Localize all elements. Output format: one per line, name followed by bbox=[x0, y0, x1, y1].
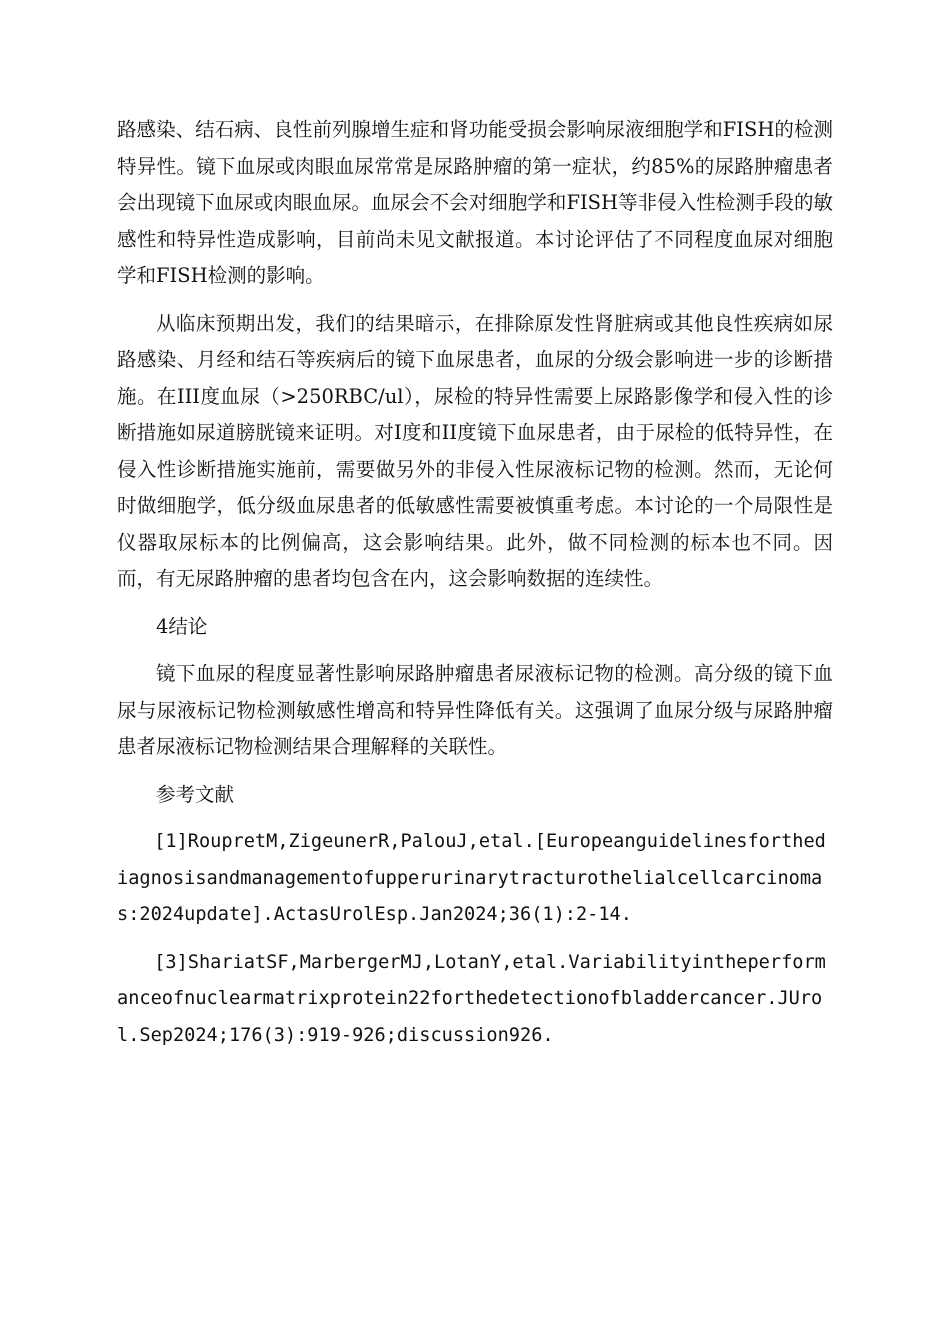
reference-item-1: [1]RoupretM,ZigeunerR,PalouJ,etal.[Europeanguidelinesforthediagnosisandmanagementofupperurinarytracturothelialcellcarcinomas:2024update].ActasUrolEsp.Jan2024;36(1):2-14. bbox=[117, 831, 826, 925]
document-page bbox=[117, 112, 833, 1065]
conclusion-heading: 4结论 bbox=[156, 614, 208, 638]
discussion-paragraph-clinical: 从临床预期出发，我们的结果暗示，在排除原发性肾脏病或其他良性疾病如尿路感染、月经和结石等疾病后的镜下血尿患者，血尿的分级会影响进一步的诊断措施。在III度血尿（>250RBC/ul），尿检的特异性需要上尿路影像学和侵入性的诊断措施如尿道膀胱镜来证明。对I度和II度镜下血尿患者，由于尿检的低特异性，在侵入性诊断措施实施前，需要做另外的非侵入性尿液标记物的检测。然而，无论何时做细胞学，低分级血尿患者的低敏感性需要被慎重考虑。本讨论的一个局限性是仪器取尿标本的比例偏高，这会影响结果。此外，做不同检测的标本也不同。因而，有无尿路肿瘤的患者均包含在内，这会影响数据的连续性。 bbox=[117, 311, 833, 590]
discussion-paragraph-continued: 路感染、结石病、良性前列腺增生症和肾功能受损会影响尿液细胞学和FISH的检测特异性。镜下血尿或肉眼血尿常常是尿路肿瘤的第一症状，约85%的尿路肿瘤患者会出现镜下血尿或肉眼血尿。血尿会不会对细胞学和FISH等非侵入性检测手段的敏感性和特异性造成影响，目前尚未见文献报道。本讨论评估了不同程度血尿对细胞学和FISH检测的影响。 bbox=[117, 118, 833, 287]
references-heading: 参考文献 bbox=[156, 782, 235, 806]
conclusion-paragraph: 镜下血尿的程度显著性影响尿路肿瘤患者尿液标记物的检测。高分级的镜下血尿与尿液标记物检测敏感性增高和特异性降低有关。这强调了血尿分级与尿路肿瘤患者尿液标记物检测结果合理解释的关联性。 bbox=[117, 662, 833, 758]
reference-item-3: [3]ShariatSF,MarbergerMJ,LotanY,etal.Variabilityintheperformanceofnuclearmatrixprotein22forthedetectionofbladdercancer.JUrol.Sep2024;176(3):919-926;discussion926. bbox=[117, 951, 826, 1046]
